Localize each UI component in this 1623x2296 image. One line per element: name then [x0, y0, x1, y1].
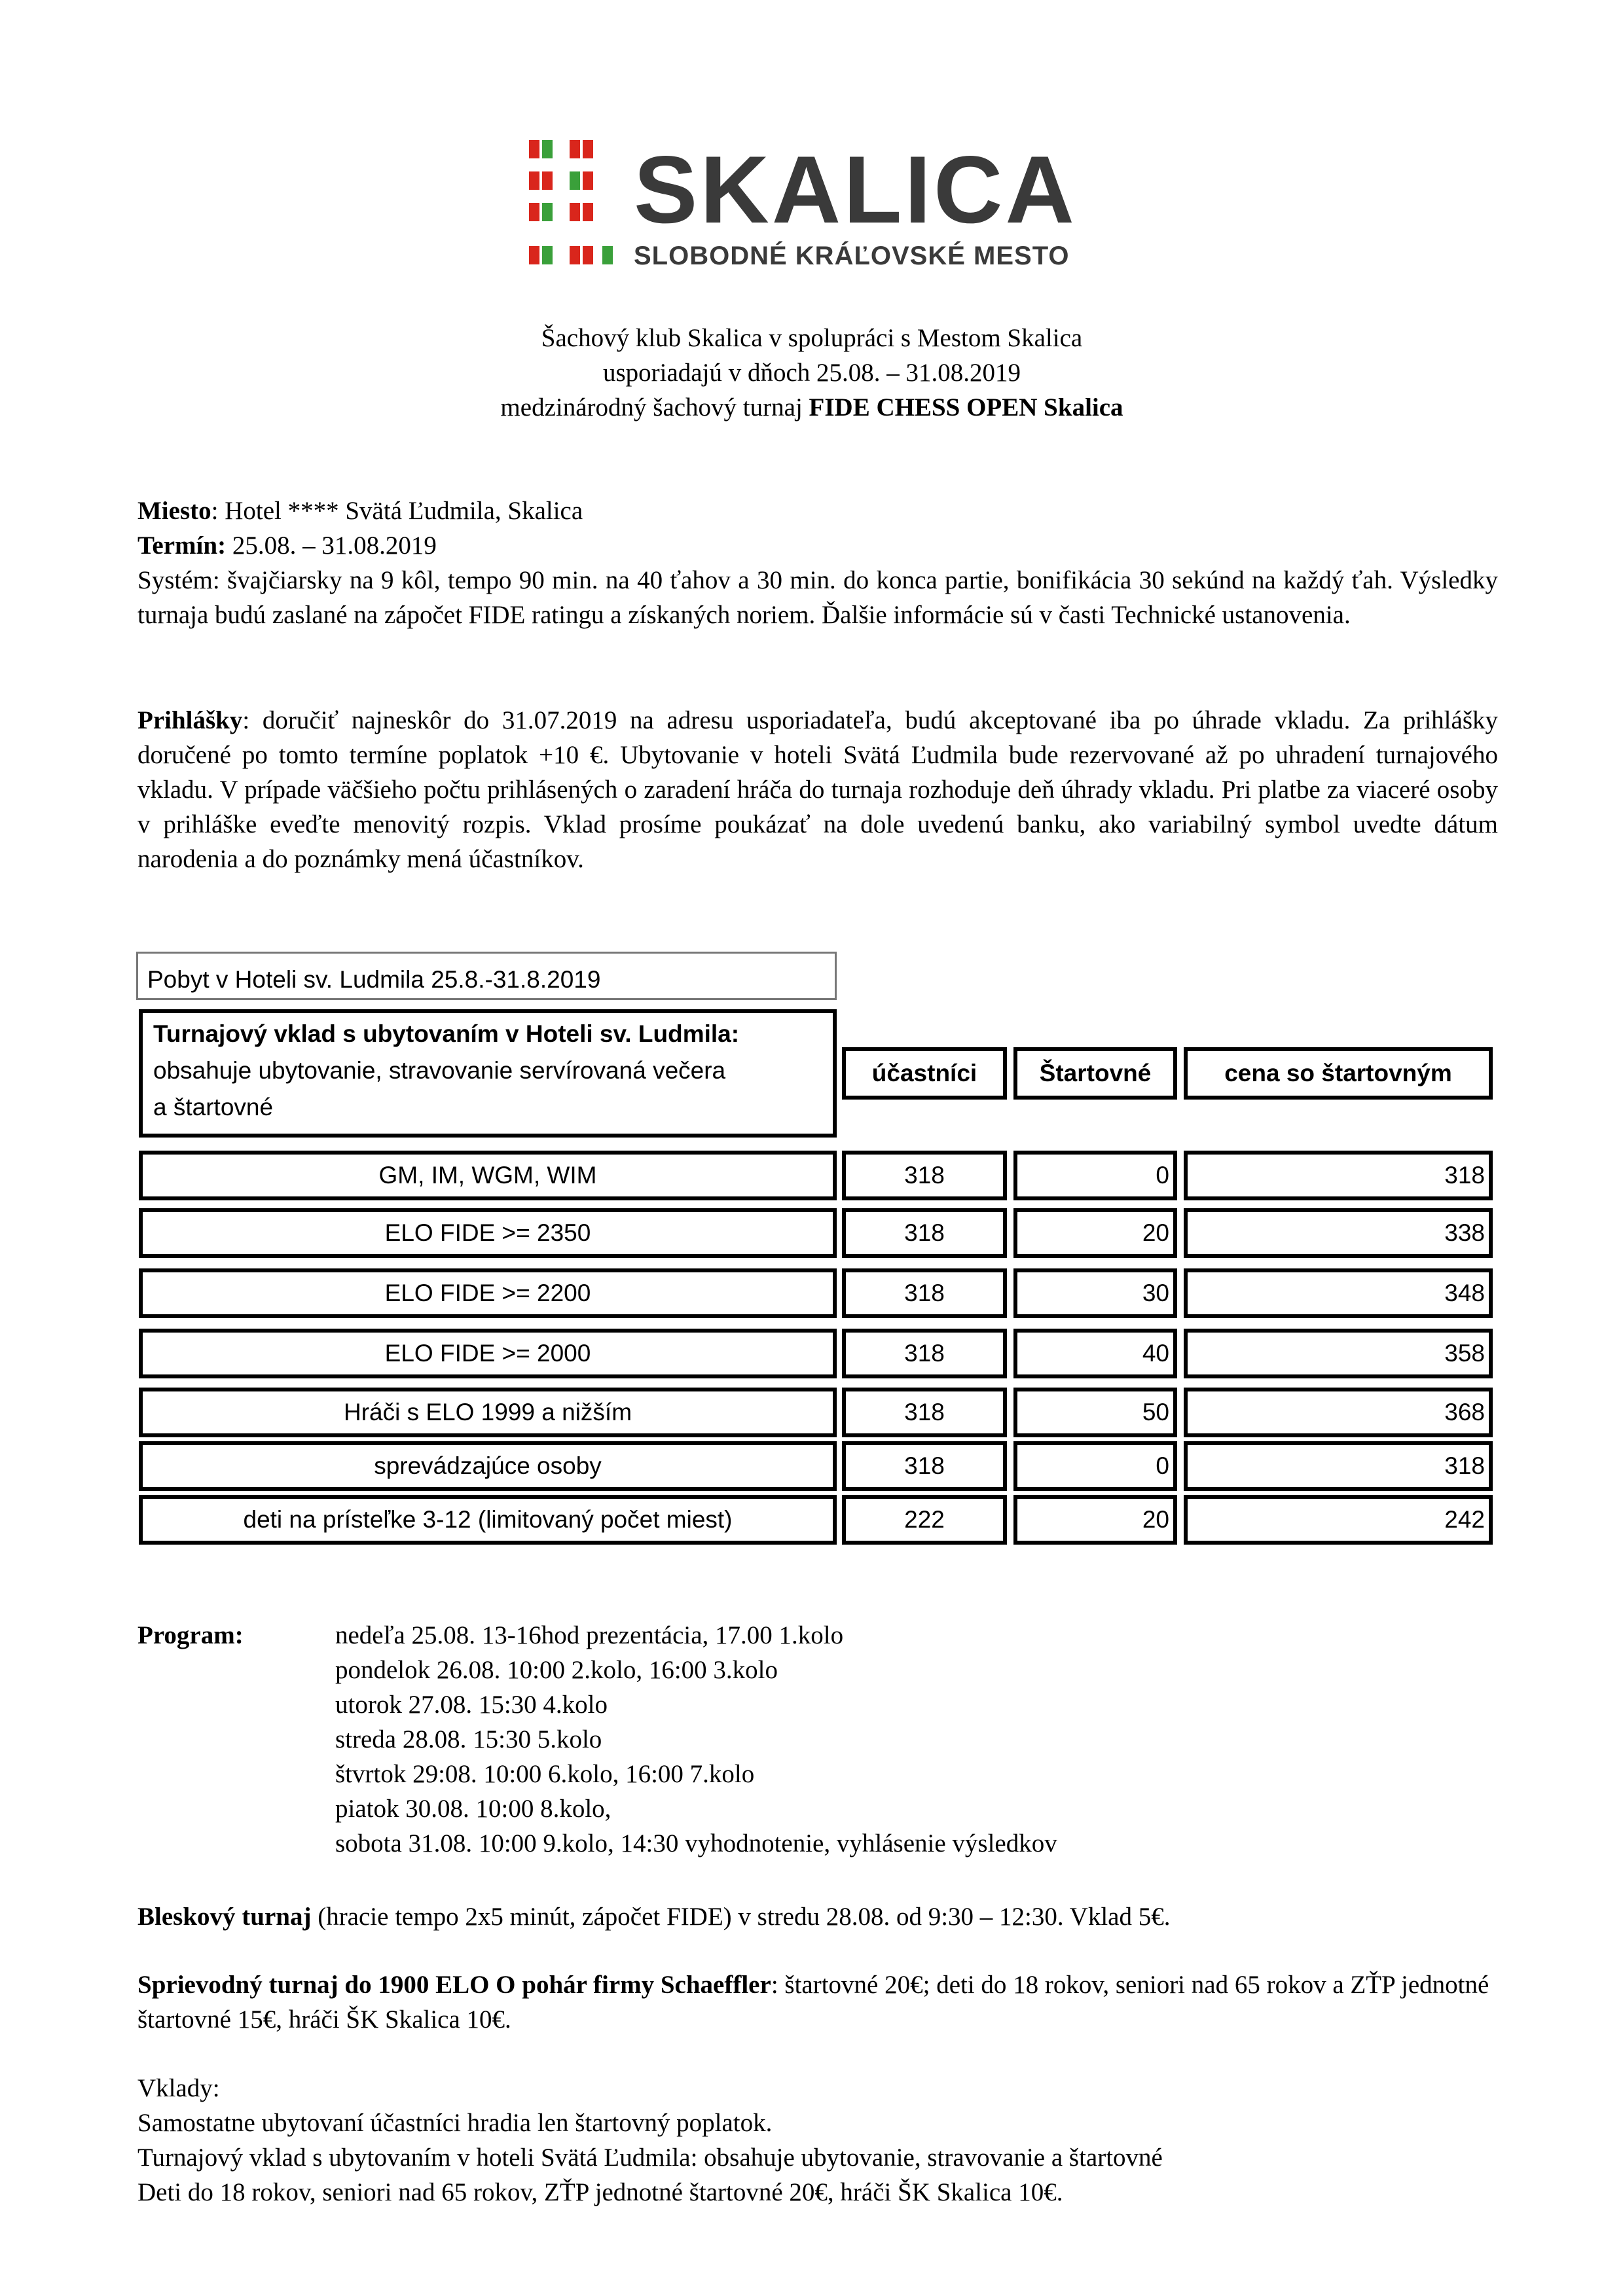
row-entry-fee: 50: [1142, 1399, 1169, 1426]
program-item: nedeľa 25.08. 13-16hod prezentácia, 17.00 1.kolo: [335, 1621, 844, 1649]
row-participants-cell: [842, 1208, 1007, 1258]
row-entry-fee-cell: [1013, 1268, 1177, 1318]
program-item: streda 28.08. 15:30 5.kolo: [335, 1725, 602, 1753]
row-category-cell: [139, 1329, 837, 1378]
row-total-price-cell: [1184, 1268, 1493, 1318]
row-category: Hráči s ELO 1999 a nižším: [343, 1399, 632, 1426]
row-entry-fee-cell: [1013, 1329, 1177, 1378]
deposits-line: Deti do 18 rokov, seniori nad 65 rokov, ZŤP jednotné štartovné 20€, hráči ŠK Skalica 10€.: [137, 2178, 1063, 2206]
row-total-price-cell: [1184, 1495, 1493, 1545]
side-tournament-text: : štartovné 20€; deti do 18 rokov, seniori nad 65 rokov a ZŤP jednotné štartovné 15€, hráči ŠK Skalica 10€.: [137, 1971, 1489, 2034]
row-entry-fee-cell: [1013, 1495, 1177, 1545]
row-category: ELO FIDE >= 2350: [384, 1219, 591, 1246]
program-item: pondelok 26.08. 10:00 2.kolo, 16:00 3.kolo: [335, 1656, 778, 1684]
place-label: Miesto: [137, 497, 211, 525]
row-category: sprevádzajúce osoby: [374, 1452, 602, 1479]
row-participants-cell: [842, 1268, 1007, 1318]
header-participants: účastníci: [842, 1047, 1007, 1100]
row-entry-fee: 20: [1142, 1219, 1169, 1246]
row-participants: 318: [904, 1399, 945, 1426]
row-participants-cell: [842, 1151, 1007, 1200]
row-entry-fee: 0: [1156, 1452, 1169, 1479]
row-total-price-cell: [1184, 1151, 1493, 1200]
row-category: GM, IM, WGM, WIM: [378, 1162, 597, 1189]
intro-line-1: Šachový klub Skalica v spolupráci s Mestom Skalica: [541, 324, 1083, 352]
row-category-cell: [139, 1151, 837, 1200]
term-line: [137, 528, 1498, 563]
row-total-price: 338: [1444, 1219, 1485, 1246]
row-entry-fee-cell: [1013, 1388, 1177, 1437]
row-entry-fee-cell: [1013, 1151, 1177, 1200]
row-entry-fee: 20: [1142, 1506, 1169, 1533]
row-total-price: 358: [1444, 1340, 1485, 1367]
blitz-text: (hracie tempo 2x5 minút, zápočet FIDE) v stredu 28.08. od 9:30 – 12:30. Vklad 5€.: [311, 1903, 1171, 1931]
row-participants: 222: [904, 1506, 945, 1533]
side-tournament-label: Sprievodný turnaj do 1900 ELO O pohár firmy Schaeffler: [137, 1971, 771, 1999]
program-item: utorok 27.08. 15:30 4.kolo: [335, 1691, 608, 1719]
row-total-price: 348: [1444, 1280, 1485, 1306]
row-category-cell: [139, 1441, 837, 1491]
row-participants: 318: [904, 1219, 945, 1246]
program-label: Program:: [137, 1621, 244, 1649]
row-participants-cell: [842, 1495, 1007, 1545]
logo-wordmark: SKALICA: [634, 136, 1077, 243]
logo-squares-icon: [529, 140, 621, 271]
row-total-price-cell: [1184, 1329, 1493, 1378]
row-entry-fee: 40: [1142, 1340, 1169, 1367]
program-item: štvrtok 29:08. 10:00 6.kolo, 16:00 7.kolo: [335, 1760, 755, 1788]
description-box: [139, 1009, 837, 1138]
place-line: [137, 493, 1498, 528]
row-total-price: 242: [1444, 1506, 1485, 1533]
deposits-line: Turnajový vklad s ubytovaním v hoteli Svätá Ľudmila: obsahuje ubytovanie, stravovanie a štartovné: [137, 2144, 1163, 2172]
row-total-price: 318: [1444, 1162, 1485, 1189]
applications-label: Prihlášky: [137, 706, 243, 734]
row-entry-fee: 0: [1156, 1162, 1169, 1189]
blitz-label: Bleskový turnaj: [137, 1903, 312, 1931]
program-item: piatok 30.08. 10:00 8.kolo,: [335, 1795, 611, 1823]
row-category-cell: [139, 1208, 837, 1258]
description-line-2: obsahuje ubytovanie, stravovanie servírovaná večera: [153, 1057, 726, 1084]
term-label: Termín:: [137, 531, 227, 560]
applications-text: : doručiť najneskôr do 31.07.2019 na adresu usporiadateľa, budú akceptované iba po úhrade vkladu. Za prihlášky doručené po tomto termíne poplatok +10 €. Ubytovanie v hoteli Svätá Ľudmila bude rezervované až po uhradení turnajového vkladu. V prípade väčšieho počtu prihlásených o zaradení hráča do turnaja rozhoduje deň úhrady vkladu. Pri platbe za viaceré osoby v prihláške eveďte menovitý rozpis. Vklad prosíme poukázať na dole uvedenú banku, ako variabilný symbol uvedte dátum narodenia a do poznámky mená účastníkov.: [137, 706, 1498, 873]
row-category: ELO FIDE >= 2000: [384, 1340, 591, 1367]
tournament-name: FIDE CHESS OPEN Skalica: [809, 393, 1123, 422]
description-line-3: a štartovné: [153, 1094, 274, 1121]
term-value: 25.08. – 31.08.2019: [226, 531, 437, 560]
row-total-price-cell: [1184, 1441, 1493, 1491]
row-participants: 318: [904, 1280, 945, 1306]
row-participants: 318: [904, 1340, 945, 1367]
logo-subtitle: SLOBODNÉ KRÁĽOVSKÉ MESTO: [634, 242, 1070, 270]
row-entry-fee: 30: [1142, 1280, 1169, 1306]
row-participants: 318: [904, 1162, 945, 1189]
row-category: deti na prísteľke 3-12 (limitovaný počet miest): [243, 1506, 733, 1533]
intro-line-2: usporiadajú v dňoch 25.08. – 31.08.2019: [602, 359, 1021, 387]
intro: [196, 321, 1427, 425]
blitz-tournament: [137, 1899, 1498, 1934]
intro-line-3-prefix: medzinárodný šachový turnaj: [500, 393, 809, 422]
row-total-price-cell: [1184, 1208, 1493, 1258]
row-total-price: 318: [1444, 1452, 1485, 1479]
row-entry-fee-cell: [1013, 1441, 1177, 1491]
header-entry-fee: Štartovné: [1013, 1047, 1177, 1100]
system-text: Systém: švajčiarsky na 9 kôl, tempo 90 min. na 40 ťahov a 30 min. do konca partie, bonifikácia 30 sekúnd na každý ťah. Výsledky turnaja budú zaslané na zápočet FIDE ratingu a získaných noriem. Ďalšie informácie sú v časti Technické ustanovenia.: [137, 566, 1498, 629]
stay-label: Pobyt v Hoteli sv. Ludmila 25.8.-31.8.2019: [147, 966, 601, 993]
row-category-cell: [139, 1388, 837, 1437]
row-participants-cell: [842, 1388, 1007, 1437]
row-total-price-cell: [1184, 1388, 1493, 1437]
intro-line-3: [196, 390, 1427, 425]
deposits-title: Vklady:: [137, 2074, 220, 2102]
place-value: : Hotel **** Svätá Ľudmila, Skalica: [211, 497, 583, 525]
applications: [137, 703, 1498, 876]
row-category: ELO FIDE >= 2200: [384, 1280, 591, 1306]
tournament-info: [137, 493, 1498, 632]
program-list: [335, 1618, 1057, 1861]
stay-label-box: [136, 952, 837, 1000]
deposits-line: Samostatne ubytovaní účastníci hradia len štartovný poplatok.: [137, 2109, 773, 2137]
row-participants-cell: [842, 1329, 1007, 1378]
description-title: Turnajový vklad s ubytovaním v Hoteli sv. Ludmila:: [153, 1020, 740, 1047]
skalica-logo: [529, 137, 1118, 275]
row-category-cell: [139, 1495, 837, 1545]
row-participants: 318: [904, 1452, 945, 1479]
row-category-cell: [139, 1268, 837, 1318]
side-tournament: [137, 1967, 1498, 2037]
row-entry-fee-cell: [1013, 1208, 1177, 1258]
deposits: [137, 2071, 1498, 2210]
program-item: sobota 31.08. 10:00 9.kolo, 14:30 vyhodnotenie, vyhlásenie výsledkov: [335, 1829, 1057, 1857]
row-participants-cell: [842, 1441, 1007, 1491]
header-total-price: cena so štartovným: [1184, 1047, 1493, 1100]
row-total-price: 368: [1444, 1399, 1485, 1426]
